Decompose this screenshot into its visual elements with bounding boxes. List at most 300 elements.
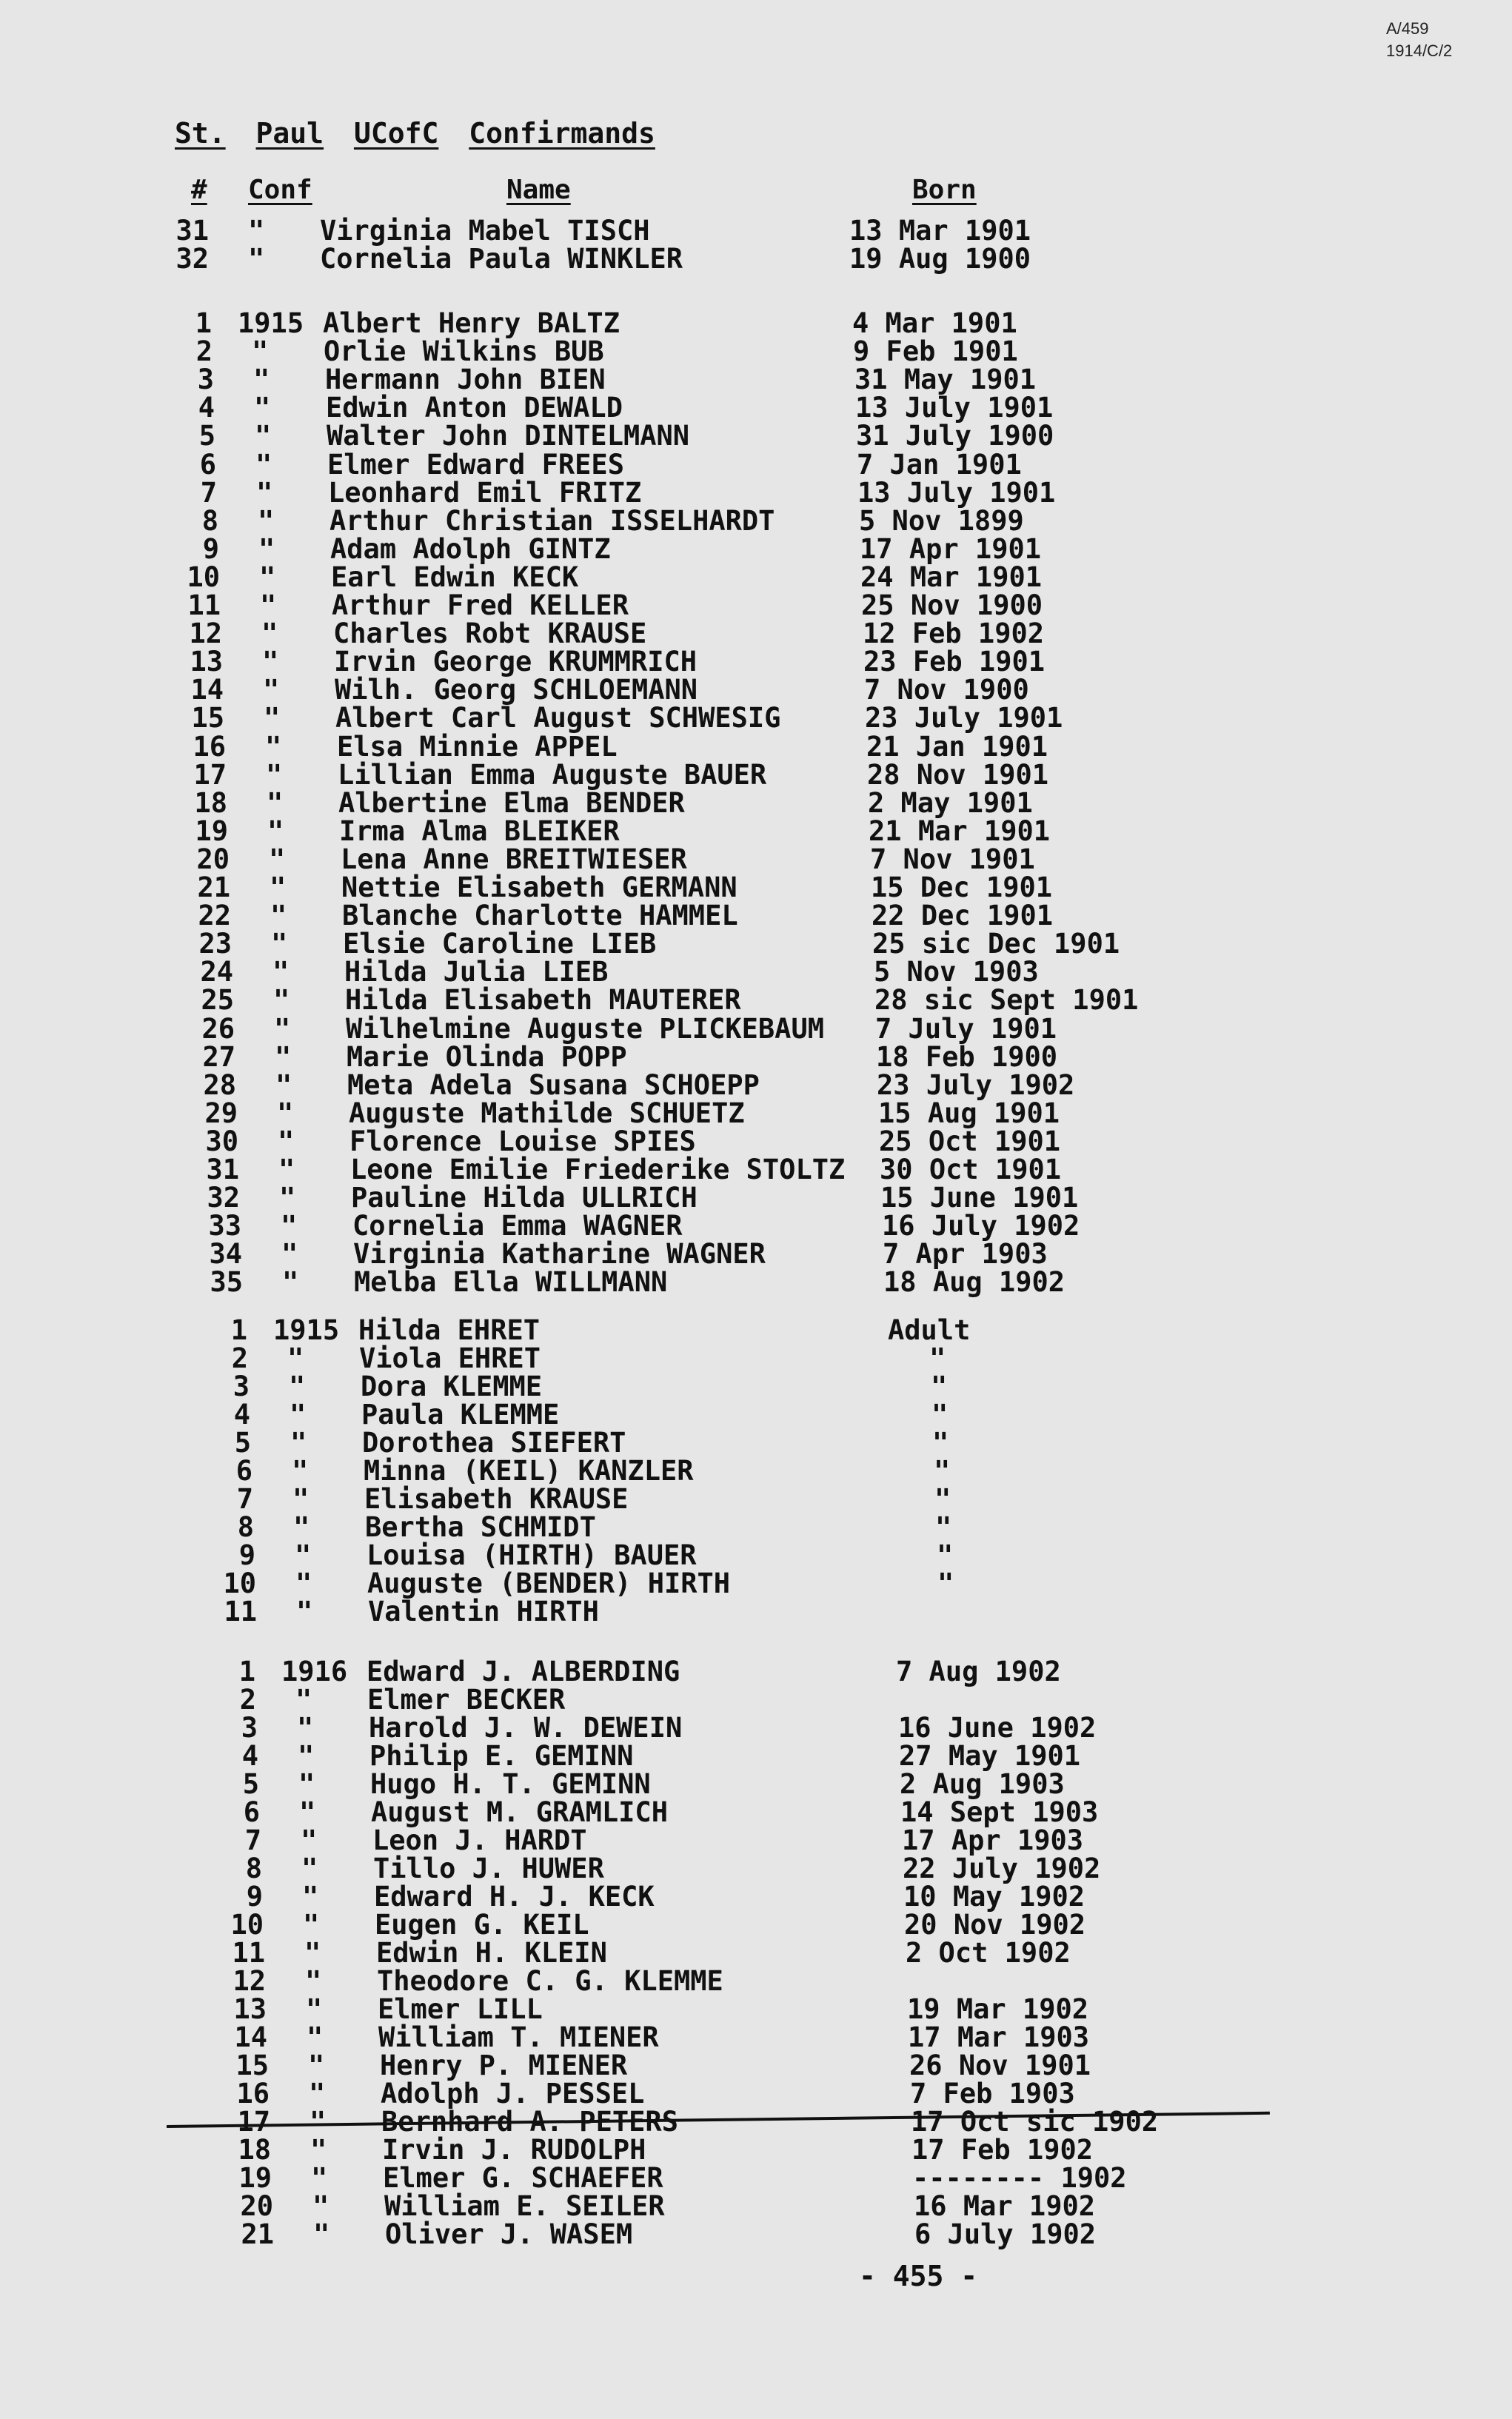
row-name: Edwin Anton DEWALD — [326, 392, 623, 424]
row-born: 9 Feb 1901 — [853, 335, 1018, 368]
row-name: Adam Adolph GINTZ — [330, 532, 611, 565]
row-conf-year: 1915 — [273, 1314, 340, 1346]
table-row — [170, 364, 1325, 396]
row-number: 8 — [201, 504, 218, 537]
table-row — [190, 1013, 1345, 1043]
row-name: Hilda Elisabeth MAUTERER — [345, 984, 741, 1017]
row-conf-year: " — [270, 900, 287, 932]
row-conf-year: " — [253, 364, 270, 396]
table-row — [212, 1568, 1367, 1597]
row-conf-year: " — [295, 1539, 312, 1571]
table-row — [184, 815, 1339, 845]
table-row — [178, 646, 1334, 678]
row-number: 30 — [205, 1125, 238, 1157]
table-row — [190, 984, 1345, 1017]
row-born: " — [931, 1399, 949, 1431]
row-number: 2 — [239, 1684, 256, 1716]
row-conf-year: " — [298, 1768, 315, 1800]
row-number: 21 — [197, 871, 230, 903]
row-name: Theodore C. G. KLEMME — [377, 1965, 723, 1997]
page-number: - 455 - — [859, 2260, 978, 2292]
row-name: Edwin H. KLEIN — [376, 1937, 607, 1969]
row-born: 2 May 1901 — [868, 786, 1033, 819]
row-born: 15 June 1901 — [880, 1182, 1079, 1214]
row-born: 17 Feb 1902 — [911, 2134, 1094, 2166]
row-born: 7 Apr 1903 — [883, 1238, 1048, 1271]
row-born: 13 Mar 1901 — [849, 215, 1031, 247]
row-born: 18 Aug 1902 — [883, 1266, 1066, 1299]
table-row — [214, 1740, 1369, 1770]
row-name: Arthur Christian ISSELHARDT — [330, 504, 775, 537]
table-row — [174, 505, 1329, 535]
table-row — [186, 871, 1341, 901]
row-born: 12 Feb 1902 — [863, 618, 1045, 650]
row-conf-year: " — [272, 956, 290, 988]
row-born: 23 July 1901 — [865, 702, 1063, 735]
row-number: 21 — [241, 2218, 274, 2250]
row-conf-year: " — [269, 843, 286, 875]
row-number: 35 — [210, 1266, 243, 1299]
table-row — [185, 843, 1340, 873]
row-name: Auguste (BENDER) HIRTH — [367, 1568, 731, 1599]
row-conf-year: " — [313, 2218, 330, 2250]
row-number: 34 — [209, 1238, 242, 1271]
row-conf-year: " — [263, 674, 280, 706]
table-row — [198, 1266, 1354, 1299]
table-row — [167, 307, 1322, 337]
row-number: 4 — [198, 392, 215, 424]
row-number: 31 — [175, 215, 209, 247]
row-name: Marie Olinda POPP — [347, 1040, 627, 1073]
row-born: 22 July 1902 — [903, 1853, 1101, 1884]
row-conf-year: " — [301, 1824, 318, 1856]
table-row — [182, 759, 1337, 789]
row-name: Virginia Mabel TISCH — [320, 215, 650, 247]
archive-reference — [1386, 18, 1452, 62]
table-row — [206, 1399, 1361, 1431]
row-name: Virginia Katharine WAGNER — [353, 1238, 766, 1271]
table-row — [178, 618, 1333, 650]
table-row — [218, 1881, 1374, 1913]
row-conf-year: " — [264, 702, 281, 735]
table-row — [225, 2078, 1380, 2107]
row-conf-year: " — [275, 1068, 292, 1101]
row-name: Irma Alma BLEIKER — [339, 814, 620, 847]
row-name: Valentin HIRTH — [368, 1596, 599, 1627]
row-number: 2 — [195, 335, 213, 368]
row-born: 23 July 1902 — [877, 1068, 1075, 1101]
row-conf-year: " — [259, 561, 276, 593]
row-born: " — [937, 1539, 954, 1571]
row-number: 1 — [238, 1656, 255, 1687]
row-conf-year: " — [306, 1993, 323, 2025]
table-row — [180, 702, 1335, 735]
row-number: 28 — [203, 1068, 236, 1101]
row-conf-year: " — [292, 1455, 309, 1487]
row-name: William T. MIENER — [378, 2021, 659, 2053]
row-number: 8 — [245, 1853, 262, 1884]
row-conf-year: " — [248, 243, 265, 275]
row-conf-year: " — [252, 335, 269, 368]
row-conf-year: " — [303, 1909, 320, 1941]
row-number: 11 — [187, 589, 221, 621]
row-born: 17 Apr 1901 — [860, 532, 1042, 565]
row-born: 27 May 1901 — [899, 1740, 1081, 1772]
row-conf-year: " — [278, 1125, 295, 1157]
row-name: Charles Robt KRAUSE — [333, 618, 647, 650]
row-conf-year: " — [308, 2050, 325, 2081]
row-conf-year: " — [258, 504, 275, 537]
row-born: " — [937, 1568, 954, 1599]
row-name: Eugen G. KEIL — [375, 1909, 589, 1941]
table-row — [209, 1483, 1364, 1513]
table-row — [195, 1154, 1350, 1183]
row-conf-year: " — [311, 2162, 328, 2194]
table-row — [208, 1455, 1363, 1485]
row-conf-year: " — [258, 532, 275, 565]
row-name: Irvin George KRUMMRICH — [334, 646, 698, 678]
row-conf-year: " — [290, 1427, 307, 1459]
row-number: 20 — [240, 2190, 273, 2222]
title-word-4: Confirmands — [469, 117, 655, 150]
row-number: 16 — [193, 730, 226, 763]
table-row — [164, 215, 1319, 247]
table-row — [213, 1712, 1368, 1742]
row-born: 15 Aug 1901 — [878, 1097, 1060, 1129]
title-word-2: Paul — [255, 117, 324, 150]
row-name: Harold J. W. DEWEIN — [369, 1712, 683, 1744]
row-born: 21 Jan 1901 — [866, 730, 1048, 763]
table-row — [223, 2021, 1378, 2051]
row-born: 6 July 1902 — [914, 2218, 1097, 2250]
row-number: 20 — [196, 843, 230, 875]
table-row — [175, 561, 1331, 591]
row-born: 26 Nov 1901 — [909, 2050, 1091, 2081]
row-name: August M. GRAMLICH — [371, 1796, 668, 1828]
header-name: Name — [506, 175, 571, 205]
table-row — [168, 335, 1323, 368]
row-number: 15 — [191, 702, 224, 735]
row-number: 4 — [233, 1399, 250, 1431]
row-conf-year: " — [293, 1511, 310, 1543]
row-conf-year: " — [310, 2134, 327, 2166]
row-number: 10 — [230, 1909, 264, 1941]
row-name: Albertine Elma BENDER — [338, 786, 685, 819]
row-born: 25 sic Dec 1901 — [872, 928, 1120, 960]
row-born: " — [929, 1342, 946, 1374]
row-name: Florence Louise SPIES — [349, 1125, 696, 1157]
row-number: 12 — [189, 618, 222, 650]
table-row — [227, 2134, 1382, 2164]
table-row — [219, 1909, 1374, 1941]
row-name: Paula KLEMME — [361, 1399, 560, 1431]
row-born: 28 sic Sept 1901 — [874, 984, 1139, 1017]
table-row — [215, 1768, 1370, 1798]
row-number: 10 — [223, 1568, 256, 1599]
row-born: 10 May 1902 — [903, 1881, 1086, 1913]
row-conf-year: " — [255, 420, 272, 452]
row-born: 2 Aug 1903 — [900, 1768, 1065, 1800]
row-name: Nettie Elisabeth GERMANN — [341, 871, 737, 903]
row-name: Leone Emilie Friederike STOLTZ — [350, 1154, 846, 1185]
row-conf-year: " — [298, 1740, 315, 1772]
row-born: 7 Nov 1901 — [870, 843, 1035, 875]
row-born: 7 Aug 1902 — [896, 1656, 1061, 1687]
row-number: 8 — [237, 1511, 254, 1543]
row-name: Leon J. HARDT — [372, 1824, 587, 1856]
row-number: 7 — [200, 476, 217, 509]
row-conf-year: " — [295, 1684, 312, 1716]
row-name: Elmer Edward FREES — [327, 448, 624, 481]
row-conf-year: " — [281, 1238, 298, 1271]
row-number: 9 — [246, 1881, 263, 1913]
table-row — [173, 476, 1328, 509]
row-number: 17 — [193, 758, 227, 791]
archive-reference-line-1: A/459 — [1386, 19, 1429, 38]
row-number: 17 — [237, 2106, 270, 2138]
header-number: # — [191, 175, 207, 205]
table-row — [172, 448, 1327, 481]
row-name: Lillian Emma Auguste BAUER — [338, 758, 767, 791]
row-number: 5 — [234, 1427, 251, 1459]
row-born: " — [934, 1483, 951, 1515]
row-name: Cornelia Emma WAGNER — [352, 1210, 683, 1242]
row-born: 30 Oct 1901 — [880, 1154, 1062, 1185]
row-number: 10 — [187, 561, 220, 593]
row-name: Auguste Mathilde SCHUETZ — [349, 1097, 745, 1129]
row-conf-year: " — [270, 871, 287, 903]
row-name: Elmer G. SCHAEFER — [383, 2162, 663, 2194]
row-name: Albert Carl August SCHWESIG — [335, 702, 781, 735]
row-name: Oliver J. WASEM — [385, 2218, 633, 2250]
row-number: 7 — [244, 1824, 261, 1856]
table-row — [187, 900, 1342, 932]
row-born: 21 Mar 1901 — [869, 814, 1051, 847]
row-conf-year: " — [266, 758, 283, 791]
row-born: 19 Mar 1902 — [907, 1993, 1089, 2025]
row-conf-year: " — [275, 1040, 292, 1073]
table-row — [191, 1041, 1346, 1071]
row-conf-year: " — [307, 2021, 324, 2053]
row-name: Minna (KEIL) KANZLER — [364, 1455, 694, 1487]
row-born: 25 Oct 1901 — [879, 1125, 1061, 1157]
row-name: Leonhard Emil FRITZ — [328, 476, 642, 509]
row-number: 9 — [202, 532, 219, 565]
row-conf-year: " — [299, 1796, 316, 1828]
row-born: 31 May 1901 — [854, 364, 1037, 396]
row-number: 33 — [208, 1210, 241, 1242]
row-born: 14 Sept 1903 — [900, 1796, 1099, 1828]
table-row — [224, 2050, 1379, 2079]
row-number: 3 — [197, 364, 214, 396]
row-conf-year: " — [267, 786, 284, 819]
row-name: Elsa Minnie APPEL — [337, 730, 618, 763]
row-name: Louisa (HIRTH) BAUER — [367, 1539, 697, 1571]
title-word-3: UCofC — [353, 117, 439, 150]
table-row — [207, 1427, 1362, 1459]
row-name: Edward H. J. KECK — [374, 1881, 655, 1913]
row-conf-year: " — [305, 1965, 322, 1997]
table-row — [198, 1238, 1353, 1271]
row-number: 1 — [230, 1314, 247, 1346]
row-number: 14 — [190, 674, 224, 706]
row-conf-year: " — [310, 2106, 327, 2138]
row-number: 32 — [175, 243, 209, 275]
table-row — [205, 1371, 1360, 1400]
row-born: " — [931, 1371, 948, 1402]
row-conf-year: " — [290, 1399, 307, 1431]
table-row — [230, 2218, 1385, 2248]
row-name: Bertha SCHMIDT — [365, 1511, 596, 1543]
row-name: Wilhelmine Auguste PLICKEBAUM — [346, 1012, 825, 1045]
table-row — [221, 1965, 1376, 1995]
row-number: 25 — [201, 984, 234, 1017]
row-number: 14 — [234, 2021, 267, 2053]
row-number: 5 — [242, 1768, 259, 1800]
row-number: 27 — [202, 1040, 235, 1073]
row-born: 2 Oct 1902 — [906, 1937, 1071, 1969]
table-row — [179, 674, 1334, 706]
row-number: 11 — [224, 1596, 257, 1627]
row-born: 7 July 1901 — [875, 1012, 1057, 1045]
row-number: 24 — [200, 956, 233, 988]
row-number: 6 — [235, 1455, 252, 1487]
row-born: 20 Nov 1902 — [904, 1909, 1086, 1941]
row-conf-year: " — [256, 476, 273, 509]
row-name: Pauline Hilda ULLRICH — [351, 1182, 698, 1214]
row-born: 13 July 1901 — [857, 476, 1056, 509]
row-name: Hilda EHRET — [358, 1314, 541, 1346]
row-name: Edward J. ALBERDING — [367, 1656, 680, 1687]
row-conf-year: " — [261, 618, 278, 650]
title-word-1: St. — [175, 117, 226, 150]
row-number: 22 — [198, 900, 231, 932]
table-row — [164, 243, 1319, 275]
row-born: 23 Feb 1901 — [863, 646, 1046, 678]
row-conf-year: " — [295, 1568, 312, 1599]
row-conf-year: " — [279, 1182, 296, 1214]
row-born: 15 Dec 1901 — [871, 871, 1053, 903]
row-number: 13 — [233, 1993, 267, 2025]
table-row — [211, 1656, 1366, 1685]
row-conf-year: " — [297, 1712, 314, 1744]
table-row — [192, 1069, 1347, 1099]
row-name: Earl Edwin KECK — [331, 561, 579, 593]
row-number: 6 — [199, 448, 216, 481]
table-row — [210, 1511, 1365, 1541]
row-born: 22 Dec 1901 — [872, 900, 1054, 932]
row-born: 25 Nov 1900 — [861, 589, 1043, 621]
row-name: Tillo J. HUWER — [373, 1853, 604, 1884]
row-born: 17 Mar 1903 — [908, 2021, 1090, 2053]
row-name: Meta Adela Susana SCHOEPP — [347, 1068, 760, 1101]
row-name: Elmer BECKER — [367, 1684, 566, 1716]
row-born: Adult — [888, 1314, 971, 1346]
row-conf-year: " — [254, 392, 271, 424]
row-number: 11 — [232, 1937, 265, 1969]
row-born: 17 Oct sic 1902 — [911, 2106, 1159, 2138]
table-row — [222, 1993, 1377, 2023]
row-conf-year: " — [292, 1483, 310, 1515]
table-row — [217, 1824, 1372, 1854]
table-row — [189, 956, 1344, 986]
row-conf-year: " — [271, 928, 288, 960]
row-number: 4 — [241, 1740, 258, 1772]
table-row — [212, 1684, 1367, 1716]
row-born: -------- 1902 — [912, 2162, 1127, 2194]
row-number: 13 — [190, 646, 223, 678]
row-name: Elmer LILL — [378, 1993, 543, 2025]
table-row — [183, 787, 1338, 817]
row-name: Viola EHRET — [359, 1342, 541, 1374]
row-conf-year: " — [265, 730, 282, 763]
row-number: 5 — [198, 420, 215, 452]
row-name: Lena Anne BREITWIESER — [341, 843, 687, 875]
row-conf-year: " — [260, 589, 277, 621]
row-born: 7 Jan 1901 — [857, 448, 1022, 481]
table-row — [181, 730, 1337, 763]
row-number: 18 — [194, 786, 227, 819]
archive-reference-line-2: 1914/C/2 — [1386, 41, 1453, 60]
row-conf-year: " — [309, 2078, 326, 2109]
row-name: Henry P. MIENER — [380, 2050, 628, 2081]
row-conf-year: " — [296, 1596, 313, 1627]
row-number: 12 — [233, 1965, 266, 1997]
table-row — [195, 1182, 1351, 1214]
table-row — [176, 589, 1331, 619]
row-number: 19 — [195, 814, 228, 847]
row-born: 17 Apr 1903 — [902, 1824, 1084, 1856]
row-number: 26 — [201, 1012, 235, 1045]
row-name: Adolph J. PESSEL — [381, 2078, 645, 2109]
table-row — [197, 1210, 1352, 1242]
row-conf-year: " — [289, 1371, 306, 1402]
row-number: 23 — [198, 928, 232, 960]
table-row — [215, 1796, 1371, 1826]
table-row — [170, 392, 1325, 424]
row-number: 1 — [195, 307, 212, 339]
row-number: 6 — [243, 1796, 260, 1828]
row-born: " — [932, 1427, 949, 1459]
row-name: Dora KLEMME — [361, 1371, 543, 1402]
row-name: Hermann John BIEN — [325, 364, 606, 396]
row-conf-year: " — [282, 1266, 299, 1299]
table-row — [227, 2162, 1382, 2192]
row-born: 13 July 1901 — [855, 392, 1054, 424]
row-born: 28 Nov 1901 — [867, 758, 1049, 791]
row-number: 18 — [238, 2134, 271, 2166]
row-conf-year: " — [262, 646, 279, 678]
row-number: 15 — [235, 2050, 269, 2081]
row-conf-year: " — [255, 448, 272, 481]
row-number: 2 — [231, 1342, 248, 1374]
row-name: Wilh. Georg SCHLOEMANN — [335, 674, 698, 706]
row-name: Blanche Charlotte HAMMEL — [342, 900, 738, 932]
table-row — [229, 2190, 1384, 2220]
table-row — [175, 533, 1330, 563]
row-name: Albert Henry BALTZ — [323, 307, 620, 339]
row-born: 7 Feb 1903 — [910, 2078, 1075, 2109]
row-name: Philip E. GEMINN — [369, 1740, 634, 1772]
row-conf-year: " — [304, 1937, 321, 1969]
table-row — [218, 1853, 1373, 1882]
row-name: Dorothea SIEFERT — [362, 1427, 626, 1459]
row-name: Irvin J. RUDOLPH — [382, 2134, 646, 2166]
row-born: 16 July 1902 — [882, 1210, 1080, 1242]
row-number: 29 — [204, 1097, 238, 1129]
table-row — [187, 928, 1342, 960]
header-born: Born — [912, 175, 977, 205]
